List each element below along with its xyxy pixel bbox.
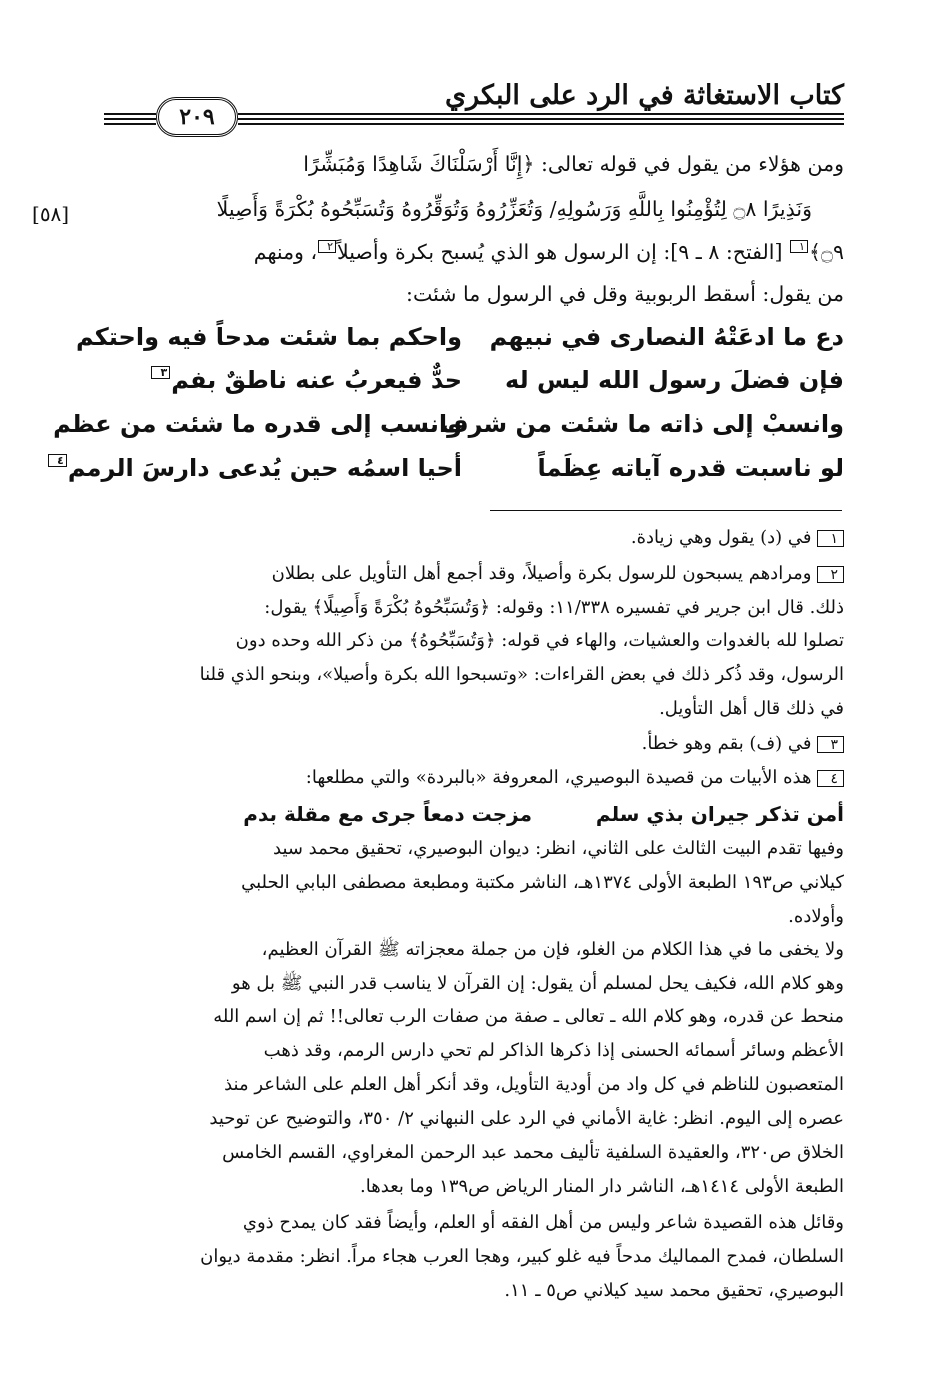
footnote-line: تصلوا لله بالغدوات والعشيات، والهاء في قوله: ﴿وَتُسَبِّحُوهُ﴾ من ذكر الله وحده دون [235,630,844,651]
footnote-number: ١ [817,530,844,547]
book-title: كتاب الاستغاثة في الرد على البكري [445,80,844,111]
manuscript-page-ref: [٥٨] [32,202,70,226]
body-text: ، ومنهم [253,240,318,264]
footnote-line: السلطان، فمدح المماليك مدحاً فيه غلو كبير، وهجا العرب هجاء مراً. انظر: مقدمة ديوان [200,1246,844,1267]
footnote-line: في ذلك قال أهل التأويل. [659,698,844,719]
footnote-line: ولا يخفى ما في هذا الكلام من الغلو، فإن من جملة معجزاته ﷺ القرآن العظيم، [261,939,844,960]
footnote-line: الرسول، وقد ذُكر ذلك في بعض القراءات: «وتسبحوا الله بكرة وأصيلا»، وبنحو الذي قلنا [199,664,844,685]
page-number: ٢٠٩ [156,97,238,137]
footnote-number: ٤ [817,770,844,787]
poem-verse-first-half: وانسبْ إلى ذاته ما شئت من شرف [440,410,844,438]
poem-verse-second-half: واحكم بما شئت مدحاً فيه واحتكم [75,323,462,351]
poem-verse-first-half: لو ناسبت قدره آياته عِظَماً [537,454,844,482]
poem-verse-second-half: وانسب إلى قدره ما شئت من عظم [53,410,462,438]
header-rule-left [104,113,156,125]
footnote-verse-second-half: مزجت دمعاً جرى مع مقلة بدم [243,802,532,826]
footnote-ref: ٤ [48,454,67,467]
footnote-ref: ١ [790,240,808,253]
poem-verse-second-half [102,366,462,394]
footnote-text: في (د) يقول وهي زيادة. [630,527,812,548]
footnote-4 [104,767,844,788]
footnote-line: الخلاق ص٣٢٠، والعقيدة السلفية تأليف محمد عبد الرحمن المغراوي، القسم الخامس [222,1142,844,1163]
footnote-ref: ٣ [151,366,170,379]
footnote-line: وهو كلام الله، فكيف يحل لمسلم أن يقول: إن القرآن لا يناسب قدر النبي ﷺ بل هو [231,973,844,994]
footnote-line: البوصيري، تحقيق محمد سيد كيلاني ص٥ ـ ١١. [504,1280,844,1301]
poem-text: أحيا اسمُه حين يُدعى دارسَ الرمم [67,454,462,482]
body-line: ومن هؤلاء من يقول في قوله تعالى: ﴿إِنَّا أَرْسَلْنَاكَ شَاهِدًا وَمُبَشِّرًا [303,152,844,176]
footnote-line: ذلك. قال ابن جرير في تفسيره ١١/٣٣٨: وقوله: ﴿وَتُسَبِّحُوهُ بُكْرَةً وَأَصِيلًا﴾ يقول: [264,597,844,618]
footnote-line: المتعصبون للناظم في كل واد من أودية التأويل، وقد أنكر أهل العلم على الشاعر منذ [224,1074,844,1095]
footnote-1 [104,527,844,548]
footnote-3 [104,733,844,754]
footnote-text: ومرادهم يسبحون للرسول بكرة وأصيلاً، وقد أجمع أهل التأويل على بطلان [271,563,812,584]
body-line: من يقول: أسقط الربوبية وقل في الرسول ما شئت: [406,282,844,306]
poem-verse-first-half: دع ما ادعَتْهُ النصارى في نبيهم [489,323,844,351]
poem-verse-second-half [57,454,462,482]
footnote-line: وفيها تقدم البيت الثالث على الثاني، انظر: ديوان البوصيري، تحقيق محمد سيد [273,838,844,859]
footnote-verse-first-half: أمن تذكر جيران بذي سلم [595,802,844,826]
footnote-line: عصره إلى اليوم. انظر: غاية الأماني في الرد على النبهاني ٢/ ٣٥٠، والتوضيح عن توحيد [209,1108,844,1129]
footnote-text: في (ف) بقم وهو خطأ. [641,733,812,754]
footnote-line: وأولاده. [788,906,844,927]
header-rule [238,113,844,125]
footnote-line: كيلاني ص١٩٣ الطبعة الأولى ١٣٧٤هـ، الناشر مكتبة ومطبعة مصطفى البابي الحلبي [241,872,844,893]
footnote-number: ٣ [817,736,844,753]
body-text: [الفتح: ٨ ـ ٩]: إن الرسول هو الذي يُسبح بكرة وأصيلاً [337,240,783,264]
poem-verse-first-half: فإن فضلَ رسول الله ليس له [505,366,844,394]
footnote-line: منحط عن قدره، وهو كلام الله ـ تعالى ـ صفة من صفات الرب تعالى!! ثم إن اسم الله [213,1006,844,1027]
poem-text: حدٌّ فيعربُ عنه ناطقٌ بفم [171,366,462,394]
footnote-number: ٢ [817,566,844,583]
footnote-line: الطبعة الأولى ١٤١٤هـ، الناشر دار المنار الرياض ص١٣٩ وما بعدها. [360,1176,844,1197]
quran-end: ۝٩﴾ [808,240,844,264]
footnote-line: وقائل هذه القصيدة شاعر وليس من أهل الفقه أو العلم، وأيضاً فقد كان يمدح ذوي [242,1212,844,1233]
footnote-2 [104,563,844,584]
footnote-text: هذه الأبيات من قصيدة البوصيري، المعروفة «بالبردة» والتي مطلعها: [305,767,812,788]
footnote-line: الأعظم وسائر أسمائه الحسنى إذا ذكرها الذاكر لم تحي دارس الرمم، وقد ذهب [263,1040,844,1061]
body-line: وَنَذِيرًا ۝٨ لِتُؤْمِنُوا بِاللَّهِ وَرَسُولِهِ/ وَتُعَزِّرُوهُ وَتُوَقِّرُوهُ وَتُسَبِّحُوهُ بُكْرَةً وَأَصِيلًا [216,197,812,221]
body-line [104,240,844,264]
footnote-ref: ٢ [318,240,336,253]
footnote-separator [490,510,842,511]
